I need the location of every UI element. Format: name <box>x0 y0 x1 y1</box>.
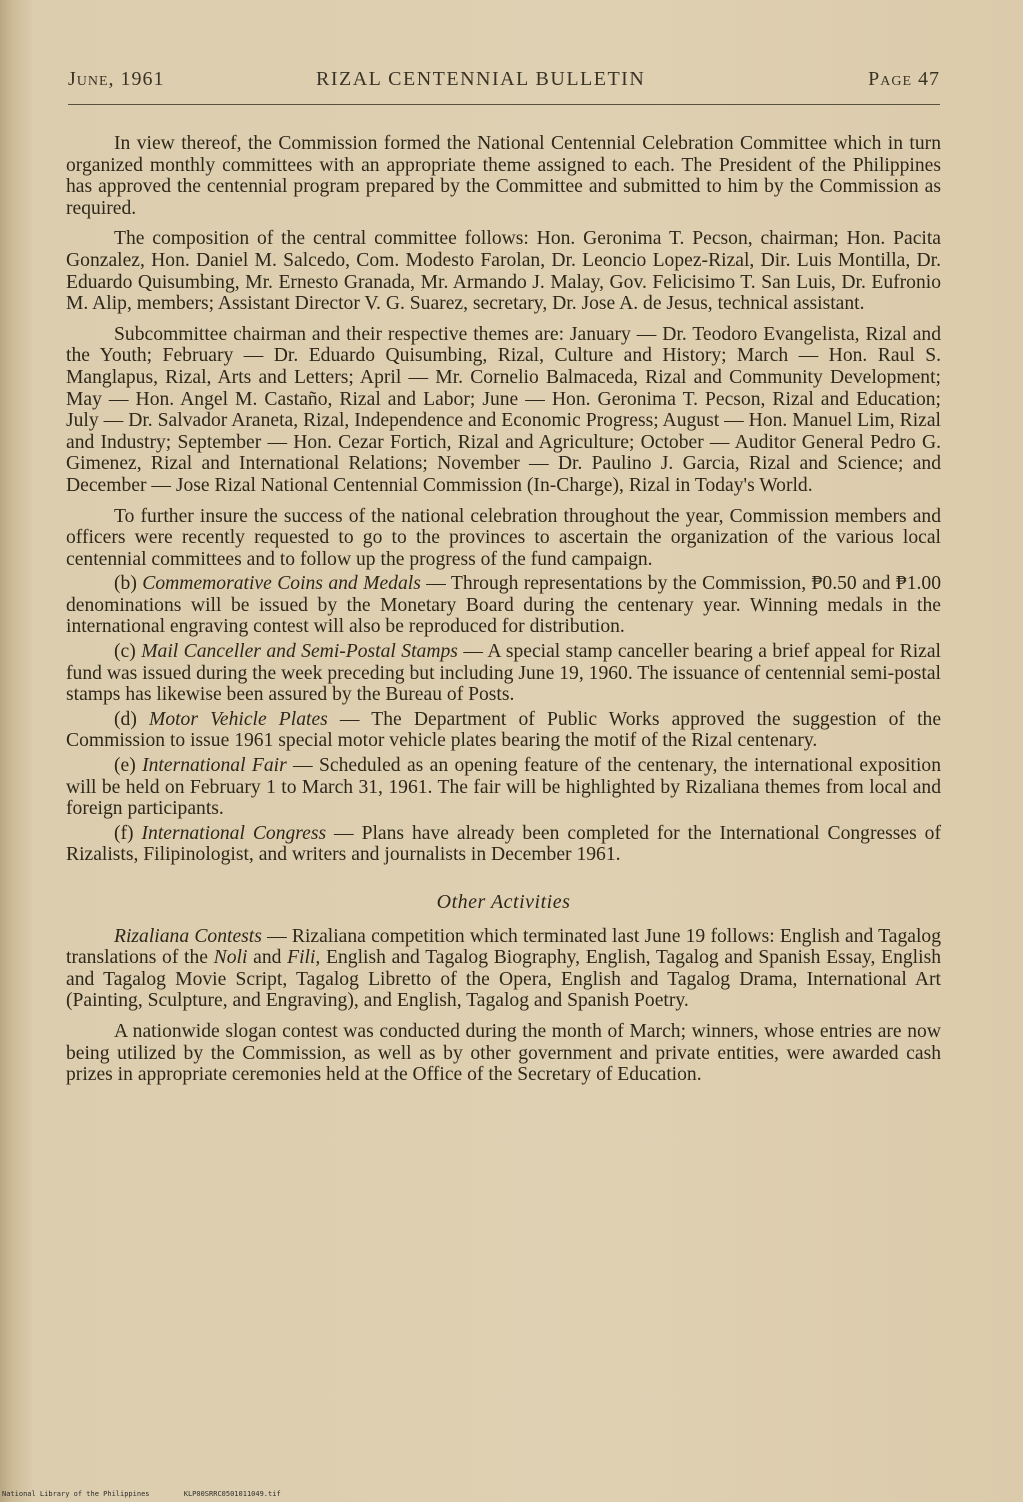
item-vehicle-plates <box>66 709 941 752</box>
item-label: (c) <box>114 641 136 663</box>
footer-file: KLP00SRRC0501011049.tif <box>183 1490 281 1498</box>
header-title: RIZAL CENTENNIAL BULLETIN <box>316 68 646 90</box>
running-header <box>68 68 940 100</box>
contests-text-a: — Rizaliana competition which terminated last June 19 follows: English and Tagalog translations of the <box>66 925 941 969</box>
contests-title: Rizaliana Contests <box>114 925 262 947</box>
fili-title: Fili, <box>287 947 321 969</box>
paragraph-provinces: To further insure the success of the national celebration throughout the year, Commission members and officers were recently requested to go to the provinces to ascertain the organization of the various local centennial committees and to follow up the progress of the fund campaign. <box>66 505 941 570</box>
scan-footer <box>2 1490 311 1498</box>
paragraph-slogan-contest: A nationwide slogan contest was conducted during the month of March; winners, whose entries are now being utilized by the Commission, as well as by other government and private entities, were awarded cash prizes in appropriate ceremonies held at the Office of the Secretary of Education. <box>66 1020 941 1086</box>
paragraph-rizaliana-contests <box>66 926 941 1012</box>
item-title: Commemorative Coins and Medals <box>142 573 421 595</box>
item-label: (e) <box>114 755 136 777</box>
item-label: (f) <box>114 822 134 844</box>
paragraph-commission: In view thereof, the Commission formed the National Centennial Celebration Committee which in turn organized monthly committees with an appropriate theme assigned to each. The President of the Philippines has approved the centennial program prepared by the Committee and submitted to him by the Commission as required. <box>66 133 941 219</box>
paragraph-central-committee: The composition of the central committee follows: Hon. Geronima T. Pecson, chairman; Hon. Pacita Gonzalez, Hon. Daniel M. Salcedo, Com. Modesto Farolan, Dr. Leoncio Lopez-Rizal, Dir. Luis Montilla, Dr. Eduardo Quisumbing, Mr. Ernesto Granada, Mr. Armando J. Malay, Gov. Felicisimo T. San Luis, Dr. Eufronio M. Alip, members; Assistant Director V. G. Suarez, secretary, Dr. Jose A. de Jesus, technical assistant. <box>66 228 941 315</box>
header-date: June, 1961 <box>68 68 165 90</box>
item-title: Mail Canceller and Semi-Postal Stamps <box>141 641 458 663</box>
item-international-fair <box>66 755 941 820</box>
item-title: International Fair <box>142 755 287 777</box>
item-coins-medals <box>66 573 941 638</box>
item-title: International Congress <box>141 822 327 844</box>
header-rule <box>68 104 940 105</box>
item-text: — Scheduled as an opening feature of the centenary, the international exposition will be held on February 1 to March 31, 1961. The fair will be highlighted by Rizaliana themes from local and foreign participants. <box>66 755 942 820</box>
footer-library: National Library of the Philippines <box>2 1490 150 1498</box>
noli-title: Noli <box>213 947 248 969</box>
item-text: — A special stamp canceller bearing a brief appeal for Rizal fund was issued during the week preceding but including June 19, 1960. The issuance of centennial semi-postal stamps has likewise been assured by the Bureau of Posts. <box>66 641 941 706</box>
item-text: — The Department of Public Works approved the suggestion of the Commission to issue 1961 special motor vehicle plates bearing the motif of the Rizal centenary. <box>66 708 942 752</box>
and-word: and <box>247 947 288 969</box>
item-text: — Plans have already been completed for the International Congresses of Rizalists, Filipinologist, and writers and journalists in December 1961. <box>66 822 941 866</box>
item-label: (b) <box>114 573 137 595</box>
section-heading: Other Activities <box>436 891 571 913</box>
item-title: Motor Vehicle Plates <box>149 708 328 730</box>
item-text: — Through representations by the Commission, ₱0.50 and ₱1.00 denominations will be issued by the Monetary Board during the centenary year. Winning medals in the international engraving contest will also be reproduced for distribution. <box>66 573 941 638</box>
header-page-number: Page 47 <box>868 68 940 90</box>
item-stamps <box>66 641 941 706</box>
paragraph-subcommittees: Subcommittee chairman and their respective themes are: January — Dr. Teodoro Evangelista, Rizal and the Youth; February — Dr. Eduardo Quisumbing, Rizal, Culture and History; March — Hon. Raul S. Manglapus, Rizal, Arts and Letters; April — Mr. Cornelio Balmaceda, Rizal and Community Development; May — Hon. Angel M. Castaño, Rizal and Labor; June — Hon. Geronima T. Pecson, Rizal and Education; July — Dr. Salvador Araneta, Rizal, Independence and Economic Progress; August — Hon. Manuel Lim, Rizal and Industry; September — Hon. Cezar Fortich, Rizal and Agriculture; October — Auditor General Pedro G. Gimenez, Rizal and International Relations; November — Dr. Paulino J. Garcia, Rizal and Science; and December — Jose Rizal National Centennial Commission (In-Charge), Rizal in Today's World. <box>66 323 941 496</box>
contests-text-b: English and Tagalog Biography, English, Tagalog and Spanish Essay, English and Tagalog Movie Script, Tagalog Libretto of the Opera, English and Tagalog Drama, International Art (Painting, Sculpture, and Engraving), and English, Tagalog and Spanish Poetry. <box>66 947 941 1012</box>
item-label: (d) <box>114 708 137 730</box>
item-international-congress <box>66 823 941 866</box>
article-body <box>66 133 941 1095</box>
